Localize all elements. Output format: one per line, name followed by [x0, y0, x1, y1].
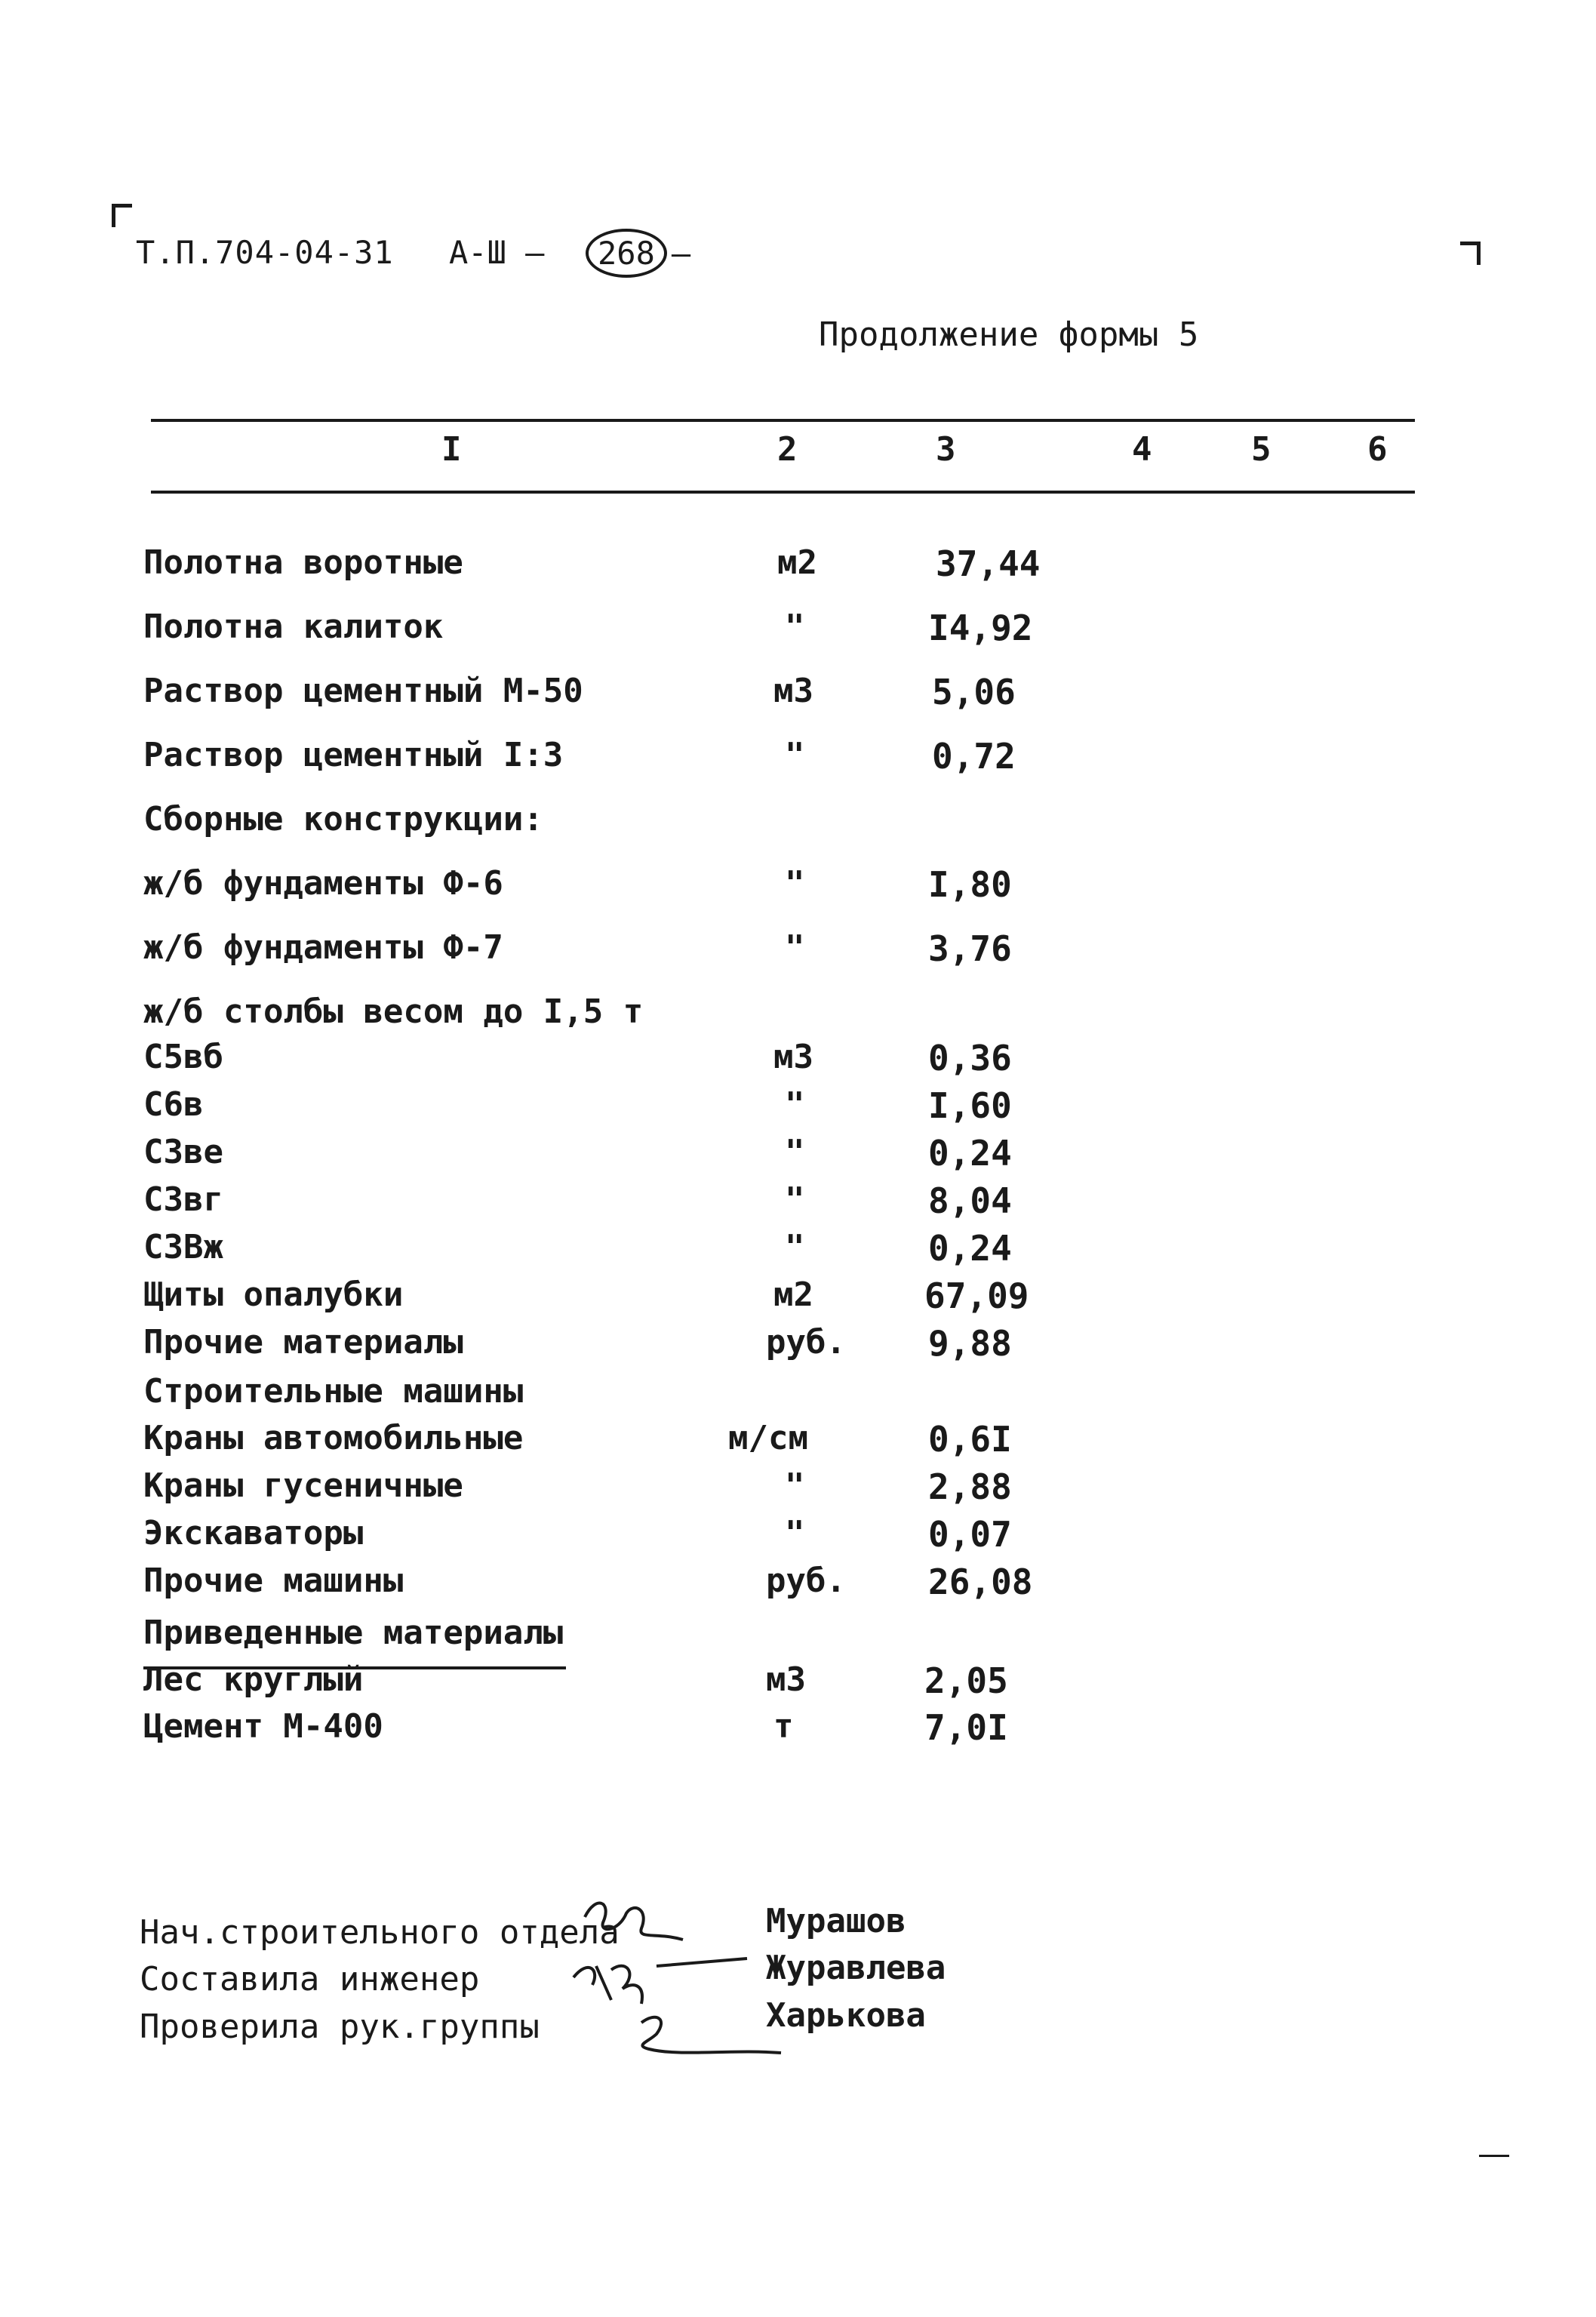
table-row	[0, 1085, 1596, 1131]
signature-name: Мурашов	[766, 1902, 906, 1940]
table-row	[0, 864, 1596, 909]
item-name: Раствор цементный М-50	[143, 672, 583, 710]
table-header-rule	[151, 491, 1415, 494]
item-quantity: 0,6I	[928, 1419, 1012, 1460]
item-quantity: 37,44	[936, 543, 1041, 584]
item-name: С3вг	[143, 1180, 223, 1219]
item-unit: руб.	[766, 1323, 846, 1362]
table-row	[0, 1614, 1596, 1659]
item-quantity: 7,0I	[924, 1707, 1008, 1748]
item-name: Раствор цементный I:3	[143, 736, 564, 774]
item-unit: "	[785, 864, 805, 903]
column-header-4: 4	[1132, 430, 1152, 469]
item-name: ж/б фундаменты Ф-6	[143, 864, 503, 903]
table-row	[0, 1038, 1596, 1083]
item-name: Цемент М-400	[143, 1707, 383, 1746]
item-quantity: I,60	[928, 1085, 1012, 1126]
item-unit: "	[785, 1133, 805, 1171]
column-header-6: 6	[1367, 430, 1388, 469]
item-unit: "	[785, 1514, 805, 1552]
item-quantity: 0,24	[928, 1228, 1012, 1269]
item-unit: "	[785, 736, 805, 774]
signature-name: Журавлева	[766, 1949, 946, 1987]
signature-role: Нач.строительного отдела	[140, 1913, 620, 1952]
table-row	[0, 1419, 1596, 1464]
page-number: 268	[586, 229, 667, 278]
item-quantity: 67,09	[924, 1275, 1029, 1316]
handwritten-signatures	[528, 1887, 785, 2083]
item-unit: "	[785, 1228, 805, 1266]
item-unit: м3	[773, 1038, 813, 1076]
item-name: Краны гусеничные	[143, 1466, 463, 1505]
item-quantity: 0,07	[928, 1514, 1012, 1555]
table-row	[0, 1133, 1596, 1178]
item-unit: "	[785, 1180, 805, 1219]
item-name: С6в	[143, 1085, 204, 1124]
item-quantity: 0,24	[928, 1133, 1012, 1174]
item-quantity: 5,06	[932, 672, 1016, 712]
table-row	[0, 736, 1596, 781]
table-row	[0, 1372, 1596, 1417]
item-name: Щиты опалубки	[143, 1275, 404, 1314]
item-name: Экскаваторы	[143, 1514, 364, 1552]
table-row	[0, 992, 1596, 1038]
item-quantity: I4,92	[928, 608, 1033, 648]
item-quantity: 26,08	[928, 1562, 1033, 1602]
item-unit: м2	[773, 1275, 813, 1314]
signature-role: Составила инженер	[140, 1960, 480, 1999]
table-row	[0, 1514, 1596, 1559]
item-quantity: 9,88	[928, 1323, 1012, 1364]
page-number-group	[581, 226, 690, 279]
item-name: Сборные конструкции:	[143, 800, 543, 838]
item-name: С3Вж	[143, 1228, 223, 1266]
table-row	[0, 1275, 1596, 1321]
item-unit: т	[773, 1707, 794, 1746]
item-name: Прочие материалы	[143, 1323, 463, 1362]
item-unit: "	[785, 1085, 805, 1124]
table-row	[0, 1562, 1596, 1607]
item-unit: м3	[766, 1660, 806, 1699]
item-name: Строительные машины	[143, 1372, 524, 1411]
column-header-2: 2	[777, 430, 798, 469]
column-header-1: I	[441, 430, 462, 469]
sheet-designation: А-Ш —	[449, 234, 545, 271]
item-quantity: 3,76	[928, 928, 1012, 969]
table-row	[0, 1180, 1596, 1226]
page-number-trail: —	[671, 234, 691, 272]
item-unit: м2	[777, 543, 817, 582]
table-top-rule	[151, 419, 1415, 422]
item-name: Полотна воротные	[143, 543, 463, 582]
corner-mark-top-right	[1460, 242, 1481, 265]
item-quantity: I,80	[928, 864, 1012, 905]
table-row	[0, 672, 1596, 717]
item-name: С3ве	[143, 1133, 223, 1171]
item-quantity: 0,72	[932, 736, 1016, 777]
item-quantity: 2,05	[924, 1660, 1008, 1701]
table-row	[0, 543, 1596, 589]
item-unit: м3	[773, 672, 813, 710]
continuation-title: Продолжение формы 5	[819, 315, 1199, 354]
item-unit: "	[785, 928, 805, 967]
item-name: Лес круглый	[143, 1660, 364, 1699]
item-name: Полотна калиток	[143, 608, 444, 646]
table-row	[0, 928, 1596, 974]
document-code: Т.П.704-04-31	[136, 234, 394, 271]
item-unit: "	[785, 608, 805, 646]
table-row	[0, 800, 1596, 845]
item-quantity: 2,88	[928, 1466, 1012, 1507]
table-row	[0, 1323, 1596, 1368]
column-header-3: 3	[936, 430, 956, 469]
corner-mark-top-left	[112, 204, 132, 227]
item-unit: "	[785, 1466, 805, 1505]
item-name: ж/б фундаменты Ф-7	[143, 928, 503, 967]
item-name: С5вб	[143, 1038, 223, 1076]
column-header-5: 5	[1251, 430, 1272, 469]
table-row	[0, 1228, 1596, 1273]
item-unit: м/см	[728, 1419, 808, 1457]
table-row	[0, 1466, 1596, 1512]
item-quantity: 0,36	[928, 1038, 1012, 1078]
table-row	[0, 1660, 1596, 1706]
table-row	[0, 1707, 1596, 1752]
item-name: Краны автомобильные	[143, 1419, 524, 1457]
item-unit: руб.	[766, 1562, 846, 1600]
item-quantity: 8,04	[928, 1180, 1012, 1221]
signature-role: Проверила рук.группы	[140, 2008, 540, 2046]
item-name: Приведенные материалы	[143, 1614, 564, 1652]
table-row	[0, 608, 1596, 653]
signature-name: Харькова	[766, 1996, 926, 2035]
item-name: Прочие машины	[143, 1562, 404, 1600]
edge-dash-mark	[1479, 2155, 1509, 2157]
item-name: ж/б столбы весом до I,5 т	[143, 992, 644, 1031]
